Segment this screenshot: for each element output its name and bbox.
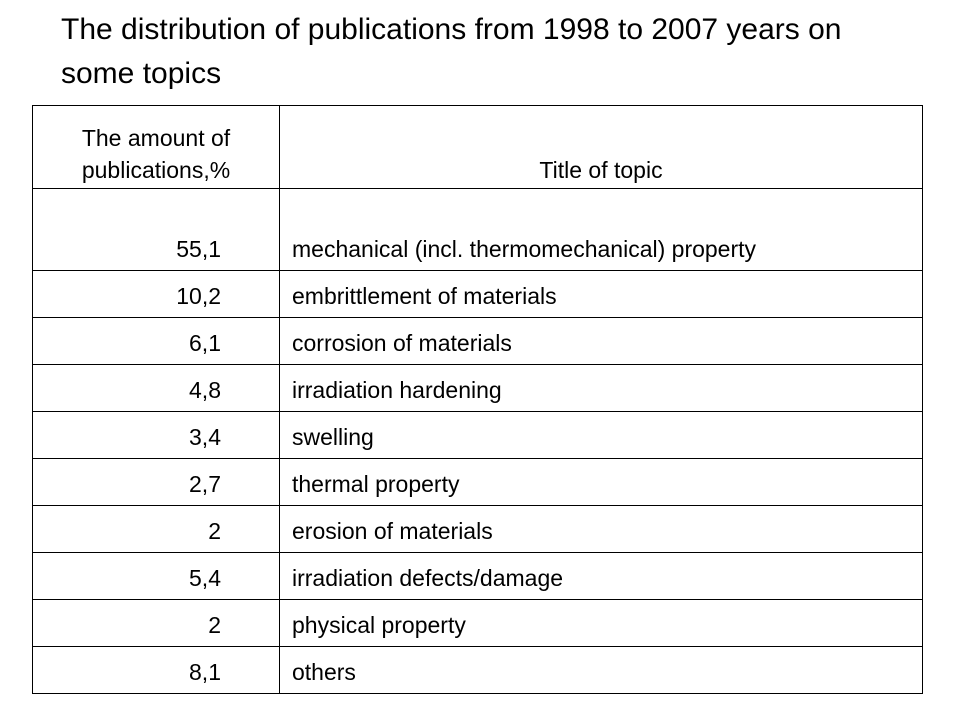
table-body <box>33 189 923 694</box>
table-row <box>33 600 923 647</box>
topic-cell: thermal property <box>280 459 923 506</box>
header-title: Title of topic <box>280 106 923 189</box>
table-header <box>33 106 923 189</box>
topic-cell: physical property <box>280 600 923 647</box>
amount-cell: 6,1 <box>33 318 280 365</box>
topic-cell: swelling <box>280 412 923 459</box>
amount-cell: 2,7 <box>33 459 280 506</box>
amount-cell: 8,1 <box>33 647 280 694</box>
topic-cell: mechanical (incl. thermomechanical) property <box>280 189 923 271</box>
header-amount-line2: publications,% <box>81 157 231 183</box>
header-amount-line1: The amount of <box>81 125 231 151</box>
amount-cell: 2 <box>33 506 280 553</box>
header-row <box>33 106 923 189</box>
table-row <box>33 412 923 459</box>
header-amount <box>33 106 280 189</box>
table-row <box>33 365 923 412</box>
table-row <box>33 271 923 318</box>
amount-cell: 3,4 <box>33 412 280 459</box>
amount-cell: 2 <box>33 600 280 647</box>
table-row <box>33 189 923 271</box>
topic-cell: erosion of materials <box>280 506 923 553</box>
amount-cell: 5,4 <box>33 553 280 600</box>
table-row <box>33 506 923 553</box>
amount-cell: 10,2 <box>33 271 280 318</box>
topic-cell: embrittlement of materials <box>280 271 923 318</box>
amount-cell: 55,1 <box>33 189 280 271</box>
publications-table <box>32 105 923 694</box>
topic-cell: others <box>280 647 923 694</box>
amount-cell: 4,8 <box>33 365 280 412</box>
table-row <box>33 318 923 365</box>
table-row <box>33 553 923 600</box>
page-title: The distribution of publications from 1998 to 2007 years on some topics <box>61 13 842 90</box>
table-row <box>33 647 923 694</box>
table-row <box>33 459 923 506</box>
topic-cell: corrosion of materials <box>280 318 923 365</box>
topic-cell: irradiation hardening <box>280 365 923 412</box>
topic-cell: irradiation defects/damage <box>280 553 923 600</box>
